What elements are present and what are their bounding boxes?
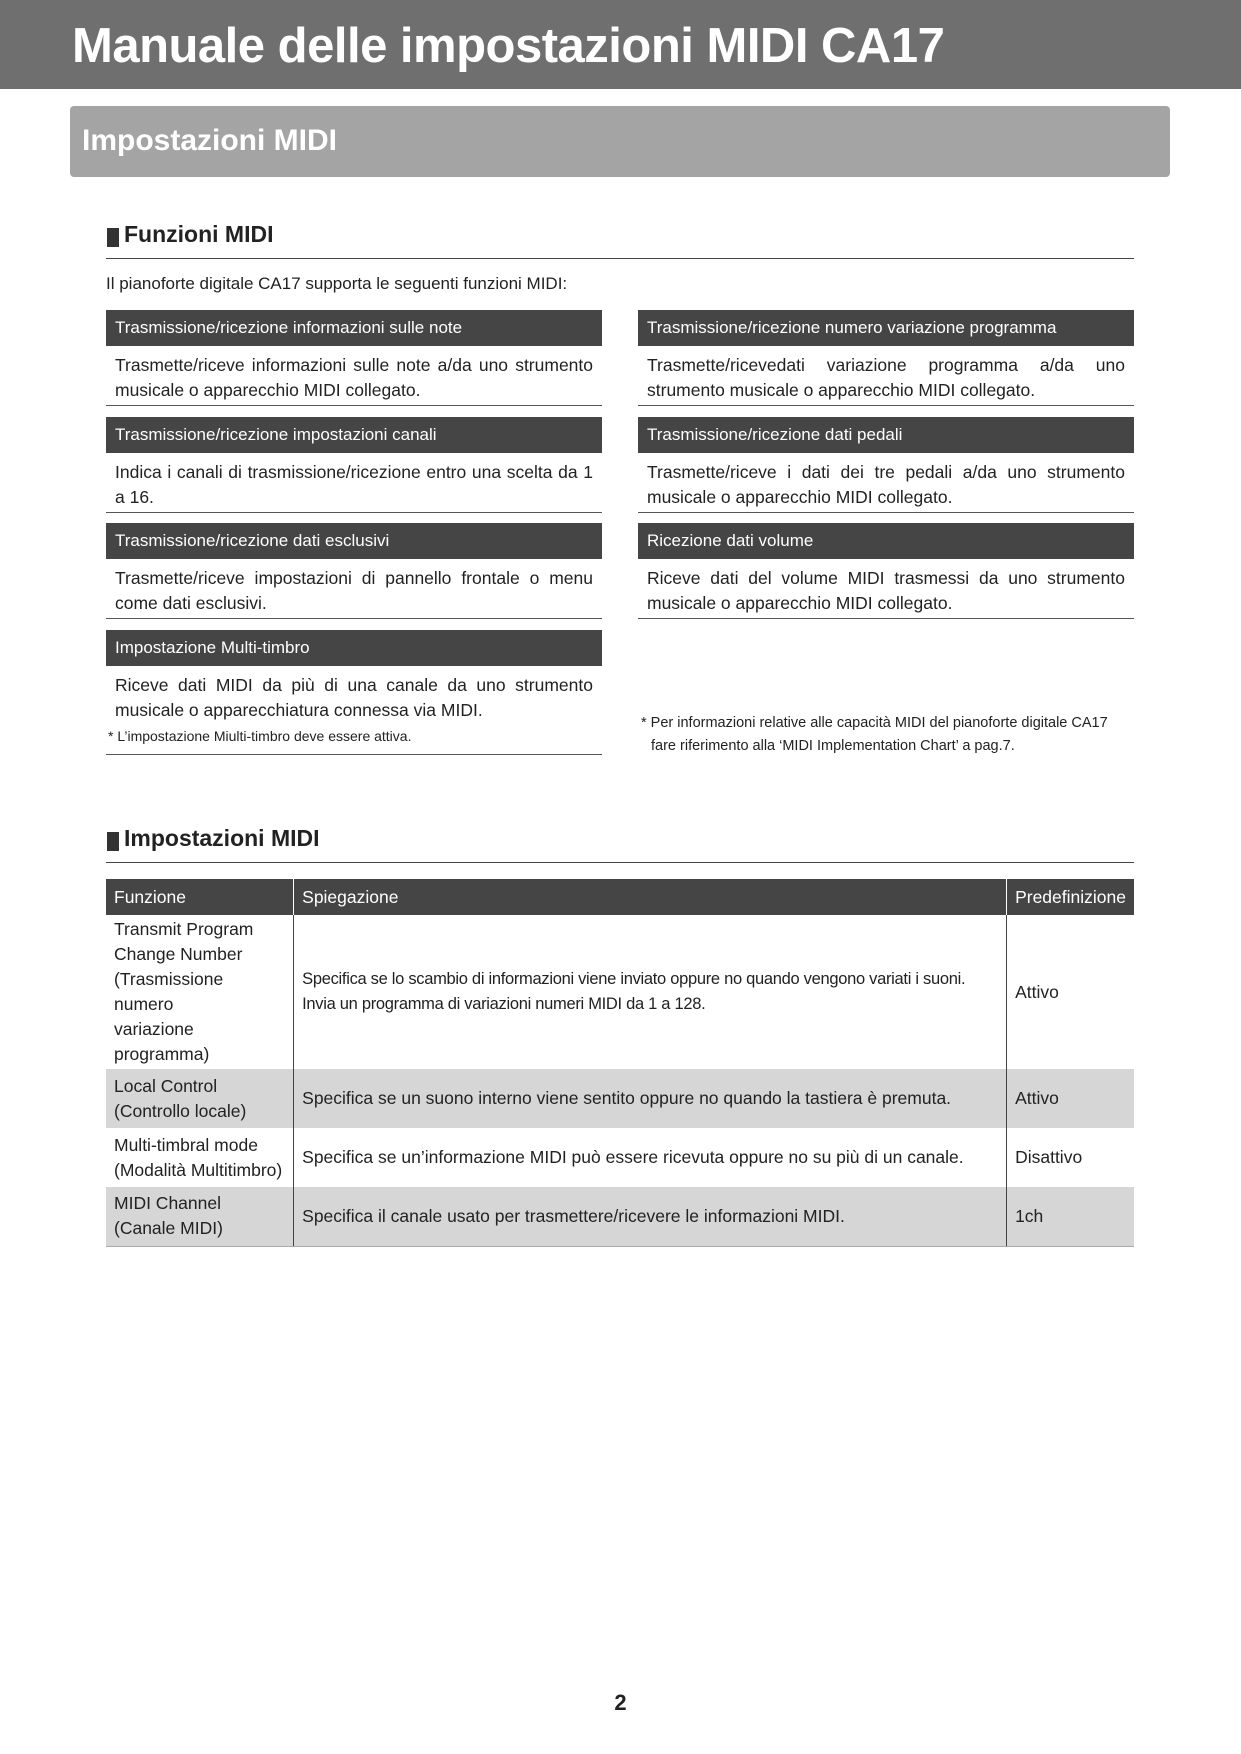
function-card-title: Trasmissione/ricezione informazioni sulle note bbox=[106, 310, 602, 346]
function-card-desc: Trasmette/ricevedati variazione programma a/da uno strumento musicale o apparecchio MIDI collegato. bbox=[647, 355, 1125, 400]
cell-line: Multi-timbral mode bbox=[114, 1134, 258, 1155]
function-card-desc: Riceve dati del volume MIDI trasmessi da uno strumento musicale o apparecchio MIDI collegato. bbox=[647, 568, 1125, 613]
function-card-desc: Trasmette/riceve impostazioni di pannello frontale o menu come dati esclusivi. bbox=[115, 568, 593, 613]
section-title: Impostazioni MIDI bbox=[82, 124, 337, 157]
table-header-row bbox=[106, 879, 1134, 915]
function-card-title: Trasmissione/ricezione impostazioni canali bbox=[106, 417, 602, 453]
cell-function bbox=[106, 1128, 294, 1187]
cell-function bbox=[106, 915, 294, 1069]
function-card-desc: Trasmette/riceve i dati dei tre pedali a/da uno strumento musicale o apparecchio MIDI collegato. bbox=[647, 462, 1125, 507]
cell-default: Attivo bbox=[1015, 981, 1059, 1002]
settings-heading-text: Impostazioni MIDI bbox=[124, 825, 320, 851]
functions-intro: Il pianoforte digitale CA17 supporta le seguenti funzioni MIDI: bbox=[106, 274, 568, 293]
heading-square-icon bbox=[107, 832, 119, 851]
cell-line: variazione programma) bbox=[114, 1019, 210, 1064]
cell-default: Attivo bbox=[1007, 1069, 1134, 1128]
function-card-volume bbox=[638, 523, 1134, 619]
cell-default: Disattivo bbox=[1015, 1147, 1083, 1167]
function-card-note-info bbox=[106, 310, 602, 406]
column-header-explanation: Spiegazione bbox=[294, 879, 1007, 915]
cell-line: Specifica il canale usato per trasmettere/ricevere le informazioni MIDI. bbox=[302, 1205, 845, 1226]
heading-square-icon bbox=[107, 228, 119, 247]
implementation-chart-footnote bbox=[641, 712, 1141, 758]
function-card-title: Trasmissione/ricezione numero variazione programma bbox=[638, 310, 1134, 346]
function-card-program-change bbox=[638, 310, 1134, 406]
page-title: Manuale delle impostazioni MIDI CA17 bbox=[72, 19, 945, 73]
cell-line: Specifica se lo scambio di informazioni viene inviato oppure no quando vengono variati i suoni. bbox=[302, 970, 966, 988]
settings-heading bbox=[106, 820, 1134, 863]
function-card-desc: Indica i canali di trasmissione/ricezione entro una scelta da 1 a 16. bbox=[115, 462, 593, 507]
cell-explanation bbox=[294, 1128, 1007, 1187]
function-card-note: * L’impostazione Miulti-timbro deve essere attiva. bbox=[108, 728, 412, 744]
function-card-title: Trasmissione/ricezione dati pedali bbox=[638, 417, 1134, 453]
function-card-channels bbox=[106, 417, 602, 513]
table-row bbox=[106, 1128, 1134, 1187]
function-card-desc: Trasmette/riceve informazioni sulle note a/da uno strumento musicale o apparecchio MIDI collegato. bbox=[115, 355, 593, 400]
cell-line: Specifica se un suono interno viene sentito oppure no quando la tastiera è premuta. bbox=[302, 1088, 952, 1108]
function-card-exclusive bbox=[106, 523, 602, 619]
cell-line: (Controllo locale) bbox=[114, 1100, 247, 1121]
function-card-desc: Riceve dati MIDI da più di una canale da uno strumento musicale o apparecchiatura connessa via MIDI. bbox=[115, 675, 593, 720]
table-row bbox=[106, 1069, 1134, 1128]
cell-line: Invia un programma di variazioni numeri MIDI da 1 a 128. bbox=[302, 995, 706, 1013]
footnote-line: fare riferimento alla ‘MIDI Implementation Chart’ a pag.7. bbox=[651, 738, 1015, 754]
cell-explanation bbox=[294, 915, 1007, 1069]
cell-default: 1ch bbox=[1007, 1187, 1134, 1246]
cell-line: (Canale MIDI) bbox=[114, 1218, 223, 1239]
midi-settings-table bbox=[106, 879, 1134, 1247]
column-header-default: Predefinizione bbox=[1007, 879, 1134, 915]
cell-explanation bbox=[294, 1187, 1007, 1246]
page-number: 2 bbox=[614, 1690, 627, 1715]
function-card-title: Impostazione Multi-timbro bbox=[106, 630, 602, 666]
cell-function bbox=[106, 1187, 294, 1246]
cell-line: Transmit Program bbox=[114, 919, 254, 939]
cell-line: Change Number bbox=[114, 944, 243, 964]
function-card-pedals bbox=[638, 417, 1134, 513]
cell-line: (Modalità Multitimbro) bbox=[114, 1159, 283, 1180]
function-card-multitimbral bbox=[106, 630, 602, 755]
footnote-line: * Per informazioni relative alle capacità MIDI del pianoforte digitale CA17 bbox=[641, 715, 1108, 731]
cell-function bbox=[106, 1069, 294, 1128]
top-banner bbox=[0, 0, 1241, 89]
functions-heading bbox=[106, 216, 1134, 259]
cell-line: (Trasmissione numero bbox=[114, 969, 224, 1014]
table-row bbox=[106, 1187, 1134, 1246]
function-card-title: Trasmissione/ricezione dati esclusivi bbox=[106, 523, 602, 559]
functions-heading-text: Funzioni MIDI bbox=[124, 221, 274, 247]
table-row bbox=[106, 915, 1134, 1069]
section-title-bar bbox=[70, 106, 1170, 177]
column-header-function: Funzione bbox=[106, 879, 294, 915]
cell-line: Specifica se un’informazione MIDI può essere ricevuta oppure no su più di un canale. bbox=[302, 1147, 964, 1167]
cell-line: Local Control bbox=[114, 1075, 218, 1096]
function-card-title: Ricezione dati volume bbox=[638, 523, 1134, 559]
cell-explanation bbox=[294, 1069, 1007, 1128]
cell-line: MIDI Channel bbox=[114, 1193, 221, 1214]
